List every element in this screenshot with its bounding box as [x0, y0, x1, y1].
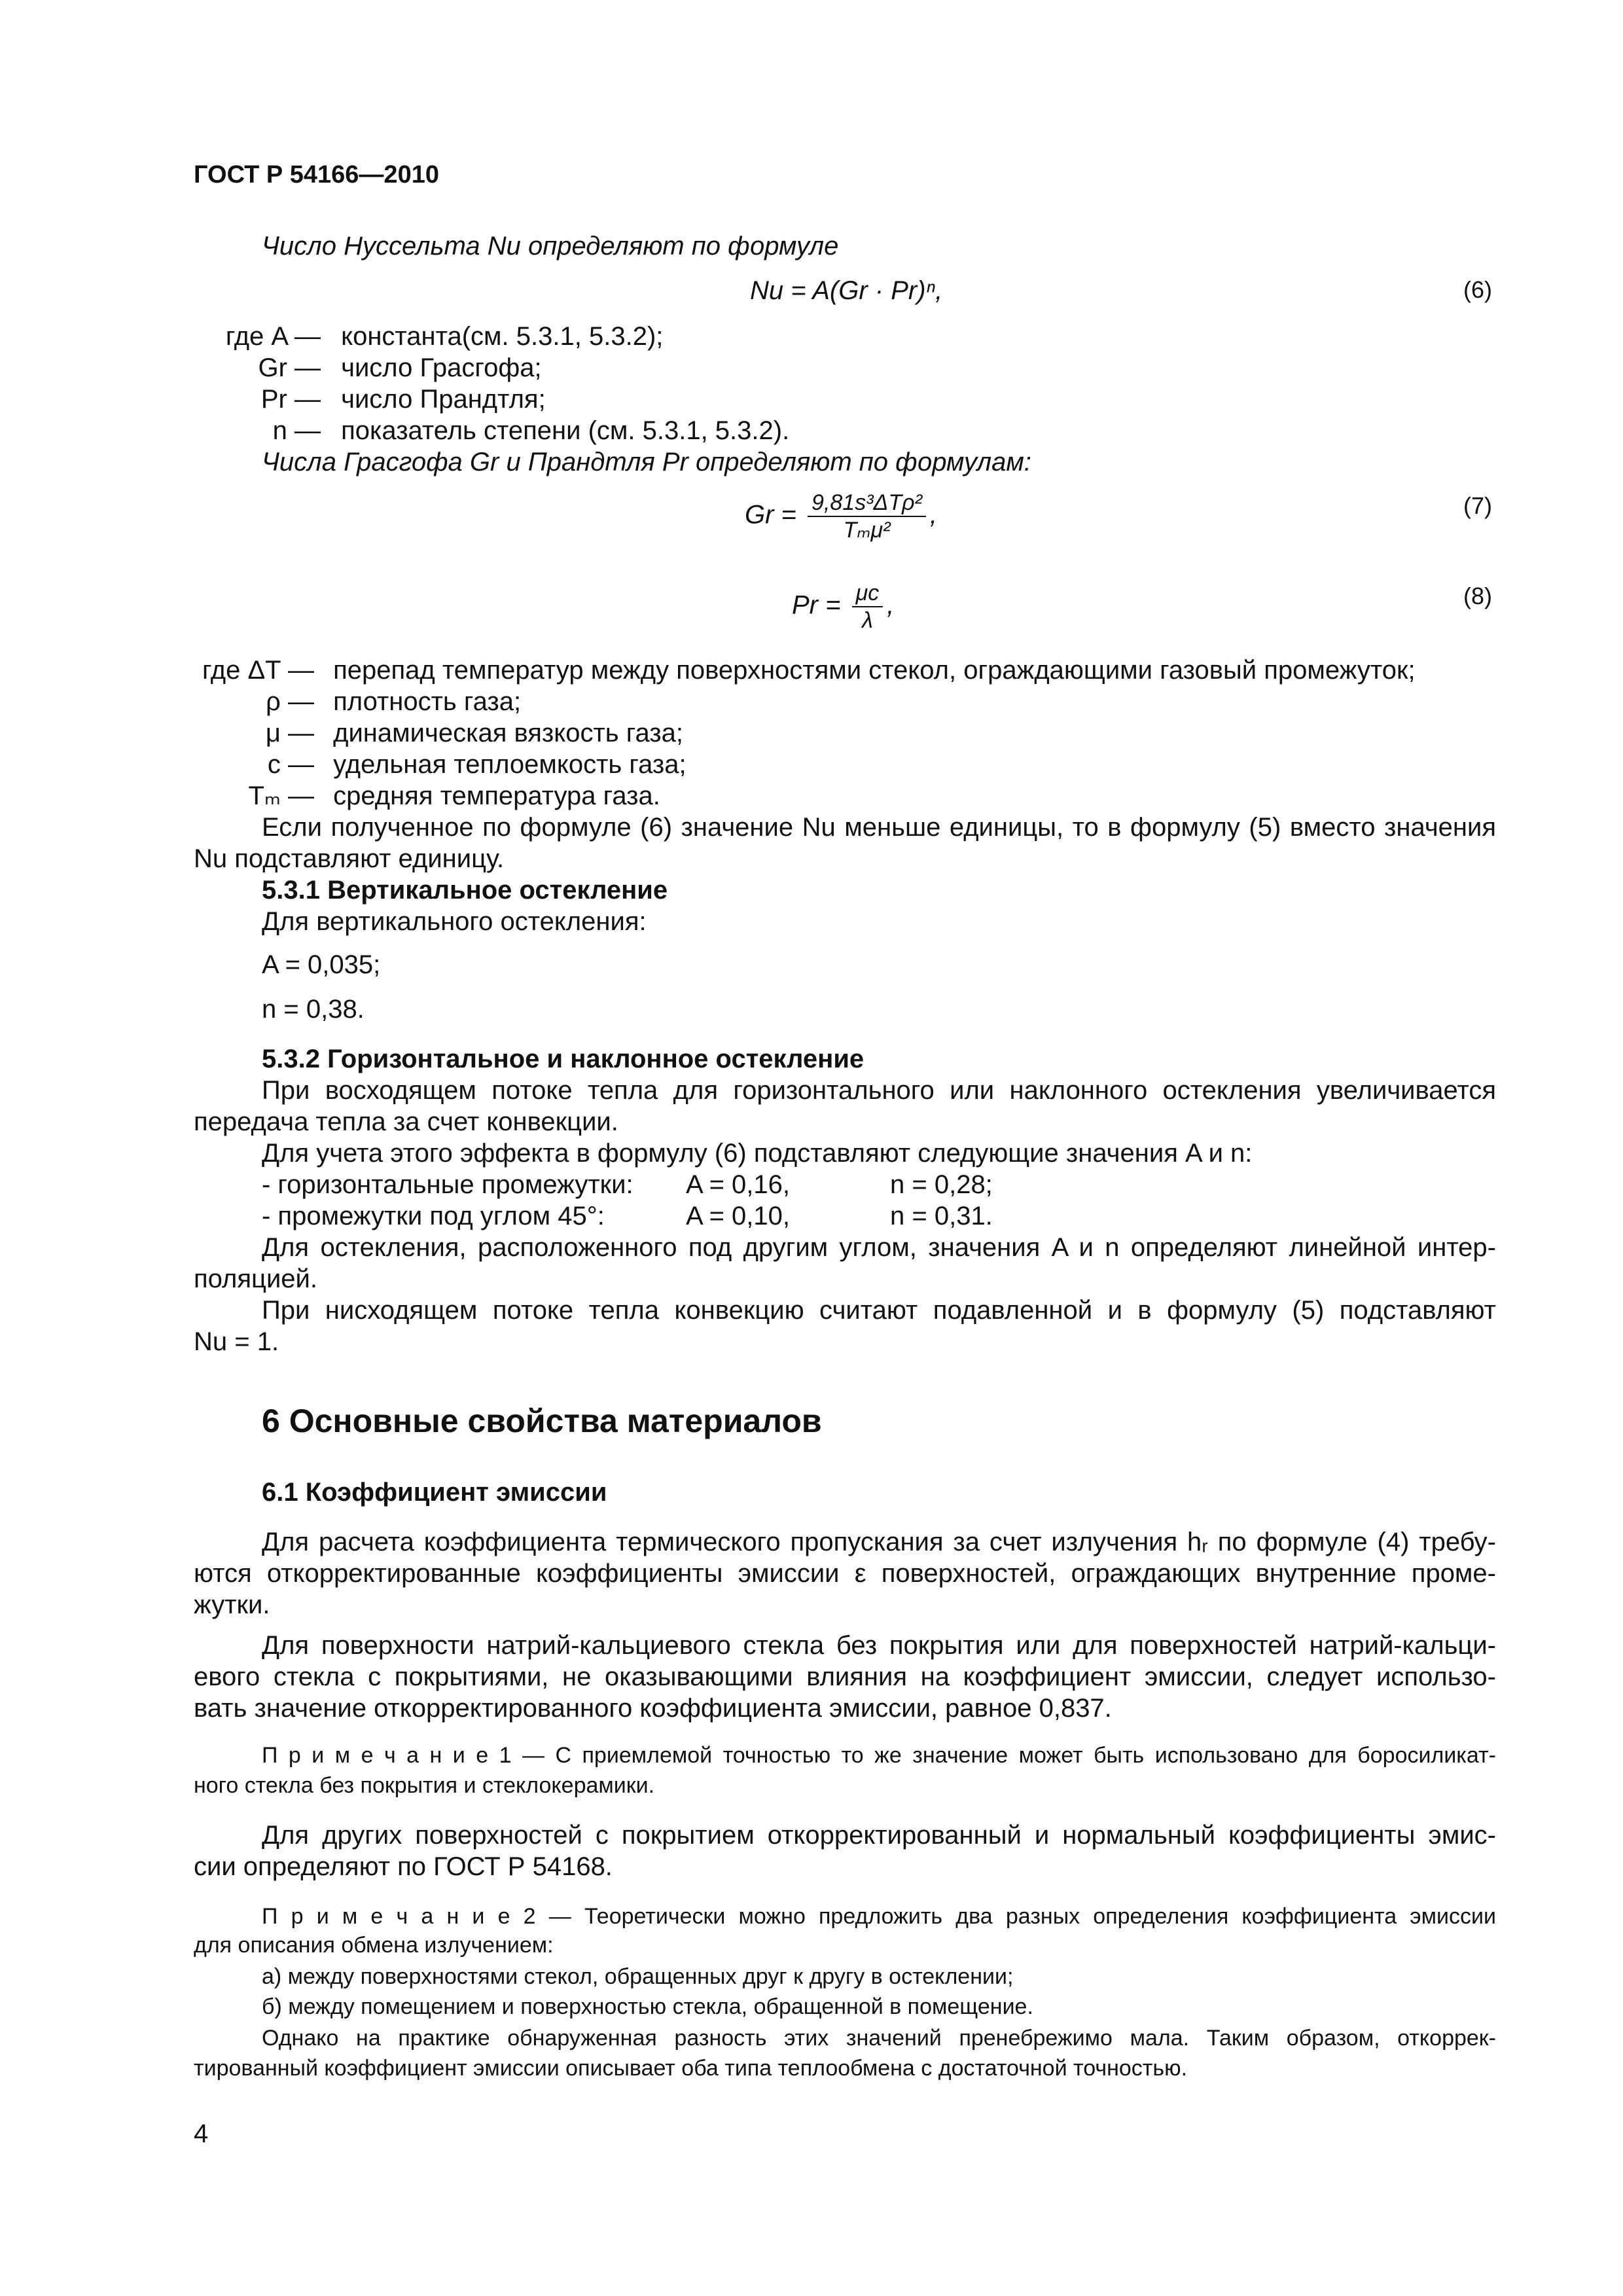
paragraph-line: ются откорректированные коэффициенты эмиссии ε поверхностей, ограждающих внутренние проме-	[194, 1559, 1496, 1588]
note-1: П р и м е ч а н и е 1 — С приемлемой точностью то же значение может быть использовано для боросиликат-	[262, 1743, 1496, 1768]
section-5-3-2-title: 5.3.2 Горизонтальное и наклонное остекление	[262, 1045, 865, 1073]
note-1-cont: ного стекла без покрытия и стеклокерамики.	[194, 1773, 655, 1798]
paragraph-line: жутки.	[194, 1590, 270, 1619]
where-item: Tₘ — средняя температура газа.	[248, 781, 660, 810]
page-number: 4	[194, 2119, 209, 2148]
where-item: где ΔT — перепад температур между поверхностями стекол, ограждающими газовый промежуток;	[202, 656, 1416, 685]
formula-8: Pr = $\frac{\mu c}{\lambda}$ ,	[792, 581, 895, 633]
where-item: ρ — плотность газа;	[266, 687, 522, 716]
paragraph-line: Для учета этого эффекта в формулу (6) подставляют следующие значения A и n:	[262, 1139, 1253, 1168]
grashof-intro: Числа Грасгофа Gr и Прандтля Pr определяют по формулам:	[262, 448, 1031, 476]
paragraph-line: Для других поверхностей с покрытием откорректированный и нормальный коэффициенты эмис-	[262, 1821, 1496, 1850]
where-item: c — удельная теплоемкость газа;	[267, 750, 687, 779]
where-item: Gr — число Грасгофа;	[258, 353, 542, 382]
paragraph-line: Для остекления, расположенного под другим углом, значения A и n определяют линейной интер-	[262, 1233, 1496, 1262]
paragraph-line: При нисходящем потоке тепла конвекцию считают подавленной и в формулу (5) подставляют	[262, 1296, 1496, 1325]
section-6-title: 6 Основные свойства материалов	[262, 1403, 822, 1439]
note-2-paragraph: Однако на практике обнаруженная разность этих значений пренебрежимо мала. Таким образом, откоррек-	[262, 2026, 1496, 2051]
paragraph-line: Nu = 1.	[194, 1327, 279, 1356]
paragraph-line: поляцией.	[194, 1265, 317, 1293]
note-2-paragraph-cont: тированный коэффициент эмиссии описывает оба типа теплообмена с достаточной точностью.	[194, 2056, 1188, 2081]
note-2-cont: для описания обмена излучением:	[194, 1933, 554, 1958]
where-item: где A — константа(см. 5.3.1, 5.3.2);	[225, 322, 664, 351]
equation-number-7: (7)	[1463, 492, 1492, 519]
row-horizontal-a: A = 0,16,	[686, 1170, 791, 1199]
paragraph-line: Для расчета коэффициента термического пропускания за счет излучения hᵣ по формуле (4) требу-	[262, 1528, 1496, 1556]
paragraph-line: передача тепла за счет конвекции.	[194, 1107, 618, 1136]
note-2-item-b: б) между помещением и поверхностью стекла, обращенной в помещение.	[262, 1994, 1033, 2019]
section-6-1-title: 6.1 Коэффициент эмиссии	[262, 1478, 607, 1507]
value-n: n = 0,38.	[262, 995, 365, 1024]
formula-7: Gr = $\frac{\text{9,81s³ΔTρ²}}{\text{Tₘμ²}}$ ,	[745, 490, 938, 543]
formula-6: Nu = A(Gr · Pr)ⁿ,	[750, 276, 943, 305]
section-5-3-1-title: 5.3.1 Вертикальное остекление	[262, 876, 668, 905]
paragraph-line: Nu подставляют единицу.	[194, 844, 505, 873]
equation-number-8: (8)	[1463, 583, 1492, 609]
row-horizontal-n: n = 0,28;	[890, 1170, 993, 1199]
paragraph-line: сии определяют по ГОСТ Р 54168.	[194, 1852, 613, 1881]
where-item: n — показатель степени (см. 5.3.1, 5.3.2).	[272, 416, 790, 445]
row-45-n: n = 0,31.	[890, 1202, 993, 1230]
paragraph-line: Если полученное по формуле (6) значение Nu меньше единицы, то в формулу (5) вместо значения	[262, 813, 1496, 842]
value-a: A = 0,035;	[262, 950, 381, 979]
paragraph-line: Для вертикального остекления:	[262, 907, 647, 936]
nusselt-intro: Число Нуссельта Nu определяют по формуле	[262, 232, 839, 260]
paragraph-line: евого стекла с покрытиями, не оказывающими влияния на коэффициент эмиссии, следует использо-	[194, 1662, 1496, 1691]
paragraph-line: При восходящем потоке тепла для горизонтального или наклонного остекления увеличивается	[262, 1076, 1496, 1105]
row-45-a: A = 0,10,	[686, 1202, 791, 1230]
equation-number-6: (6)	[1463, 276, 1492, 303]
paragraph-line: Для поверхности натрий-кальциевого стекла без покрытия или для поверхностей натрий-кальци-	[262, 1631, 1496, 1660]
note-2: П р и м е ч а н и е 2 — Теоретически можно предложить два разных определения коэффициента эмиссии	[262, 1904, 1496, 1929]
document-header: ГОСТ Р 54166—2010	[194, 161, 439, 188]
row-horizontal-label: - горизонтальные промежутки:	[262, 1170, 633, 1199]
where-item: μ — динамическая вязкость газа;	[265, 719, 683, 747]
where-item: Pr — число Прандтля;	[260, 385, 546, 414]
note-2-item-a: а) между поверхностями стекол, обращенных друг к другу в остеклении;	[262, 1964, 1014, 1989]
row-45-label: - промежутки под углом 45°:	[262, 1202, 605, 1230]
paragraph-line: вать значение откорректированного коэффициента эмиссии, равное 0,837.	[194, 1694, 1112, 1723]
